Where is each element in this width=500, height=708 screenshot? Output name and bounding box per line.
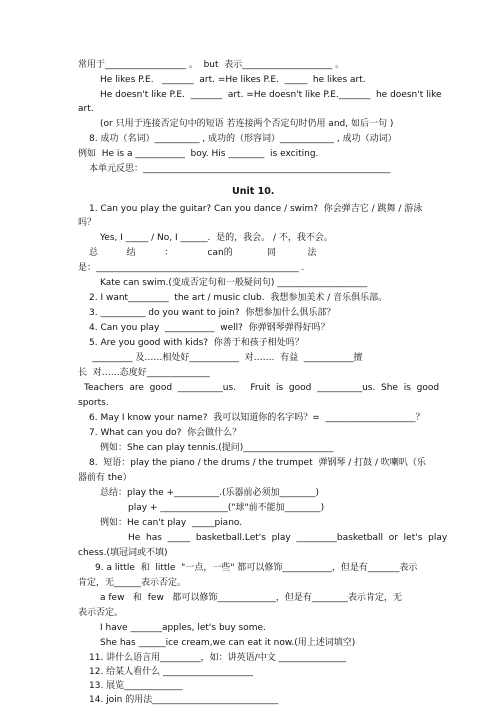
- text-line: 1. Can you play the guitar? Can you dance / swim? 你会弹吉它 / 跳舞 / 游泳: [89, 204, 423, 214]
- text-line: Kate can swim.(变成否定句和一般疑问句) ____________________: [100, 278, 368, 288]
- text-line: 14. join 的用法____________________________: [89, 695, 279, 705]
- text-line: play + _______________("球"前不能加________): [128, 503, 325, 513]
- text-line: 11. 讲什么语言用_________，如：讲英语/中文 _______________: [89, 653, 347, 663]
- text-line: 2. I want_________ the art / music club. 我想参加美术 / 音乐俱乐部。: [89, 293, 388, 303]
- text-line: She has ______ice cream,we can eat it now.(用上述词填空): [100, 638, 356, 648]
- text-line: He has _____ basketball.Let's play _________basketball or let's play: [128, 533, 448, 543]
- text-line: (or 只用于连接否定句中的短语 若连接两个否定句时仍用 and, 如后一句 ): [100, 119, 394, 129]
- text-line: I have _______apples, let's buy some.: [100, 623, 266, 633]
- text-line: a few 和 few 都可以修饰_____________，但是有________表示肯定，无: [100, 593, 402, 603]
- text-line: 肯定，无______表示否定。: [78, 578, 187, 588]
- text-line: 常用于__________________ 。 but 表示____________________ 。: [78, 60, 345, 70]
- text-line: 9. a little 和 little "一点，一些" 都可以修饰___________，但是有_______表示: [95, 563, 418, 573]
- text-line: _________ 及……相处好___________ 对……. 有益 ___________擅: [92, 353, 363, 363]
- text-line: 7. What can you do? 你会做什么？: [89, 428, 242, 438]
- text-line: Teachers are good __________us. Fruit is good __________us. She is good: [84, 383, 440, 393]
- text-line: sports.: [78, 398, 109, 408]
- unit-heading: Unit 10.: [232, 186, 275, 197]
- text-line: 例如 He is a ___________ boy. His ________ is exciting.: [78, 149, 319, 159]
- text-line: 3. __________ do you want to join? 你想参加什么俱乐部？: [89, 308, 336, 318]
- text-line: art.: [78, 104, 94, 114]
- text-line: He likes P.E. _______ art. =He likes P.E. _____ he likes art.: [100, 75, 366, 85]
- text-line: 表示否定。: [78, 608, 124, 618]
- text-line: 8. 短语：play the piano / the drums / the trumpet 弹钢琴 / 打鼓 / 吹喇叭（乐: [89, 458, 426, 468]
- text-line: 总结：play the +__________.(乐器前必须加________): [100, 488, 319, 498]
- text-line: 4. Can you play ___________ well? 你弹钢琴弹得好吗？: [89, 323, 330, 333]
- text-line: 12. 给某人看什么 ____________________: [89, 667, 254, 677]
- text-line: 例如：He can't play _____piano.: [100, 518, 243, 528]
- text-line: 13. 展览_____________: [89, 681, 183, 691]
- text-line: chess.(填冠词或不填): [78, 548, 168, 558]
- text-line: 例如：She can play tennis.(提问)____________________: [100, 443, 334, 453]
- text-line: 是：_____________________________________________ .: [78, 263, 305, 273]
- text-line: 8. 成功（名词）__________ , 成功的（形容词）____________ , 成功（动词）: [89, 134, 397, 144]
- text-line: 5. Are you good with kids? 你善于和孩子相处吗？: [89, 338, 304, 348]
- text-line: 器前有 the）: [78, 473, 132, 483]
- text-line: 本单元反思：_______________________________________________________: [89, 164, 391, 174]
- text-line: 长 对……态度好______________: [78, 368, 210, 378]
- text-line: He doesn't like P.E. _______ art. =He doesn't like P.E._______ he doesn't like: [100, 90, 442, 100]
- text-line: 吗？: [78, 218, 97, 228]
- text-line: 6. May I know your name? 我可以知道你的名字吗？= ____________________？: [89, 413, 425, 423]
- text-line: Yes, I _____ / No, I ______. 是的，我会。 / 不，我不会。: [100, 233, 333, 243]
- text-line: 总 结 ： can的 同 法: [89, 248, 317, 258]
